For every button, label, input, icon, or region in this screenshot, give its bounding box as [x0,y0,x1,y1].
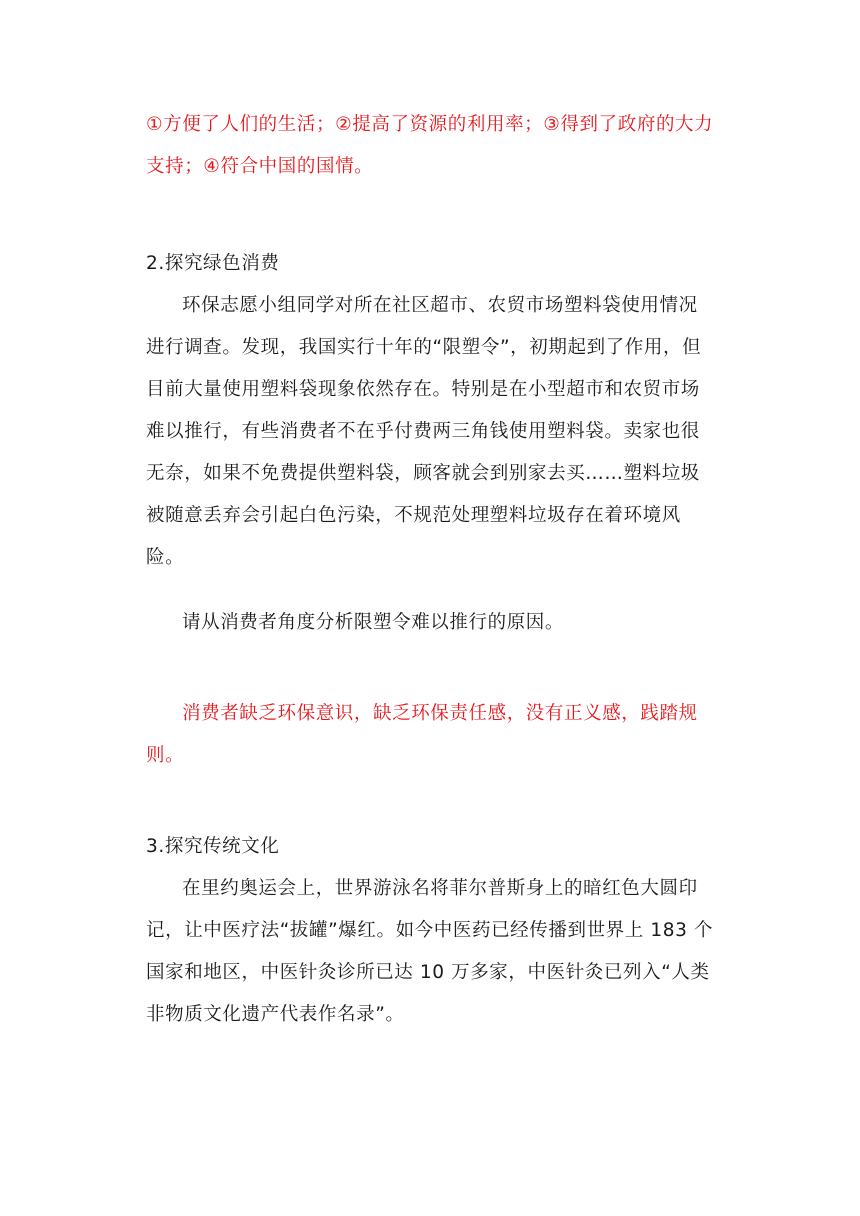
section-2-paragraph: 环保志愿小组同学对所在社区超市、农贸市场塑料袋使用情况进行调查。发现，我国实行十年的“限塑令”，初期起到了作用，但目前大量使用塑料袋现象依然存在。特别是在小型超市和农贸市场难以推行，有些消费者不在乎付费两三角钱使用塑料袋。卖家也很无奈，如果不免费提供塑料袋，顾客就会到别家去买……塑料垃圾被随意丢弃会引起白色污染，不规范处理塑料垃圾存在着环境风险。 [146,295,702,568]
section-2-answer: 消费者缺乏环保意识，缺乏环保责任感，没有正义感，践踏规则。 [146,703,698,766]
section-3-paragraph: 在里约奥运会上，世界游泳名将菲尔普斯身上的暗红色大圆印记，让中医疗法“拔罐”爆红。如今中医药已经传播到世界上 183 个国家和地区，中医针灸诊所已达 10 万多家，中医针灸已列入“人类非物质文化遗产代表作名录”。 [146,878,714,1025]
answer-text-1: ①方便了人们的生活；②提高了资源的利用率；③得到了政府的大力支持；④符合中国的国情。 [146,114,714,177]
section-2-heading: 2.探究绿色消费 [146,253,280,274]
section-3-heading: 3.探究传统文化 [146,836,280,857]
section-2-question: 请从消费者角度分析限塑令难以推行的原因。 [182,612,565,633]
